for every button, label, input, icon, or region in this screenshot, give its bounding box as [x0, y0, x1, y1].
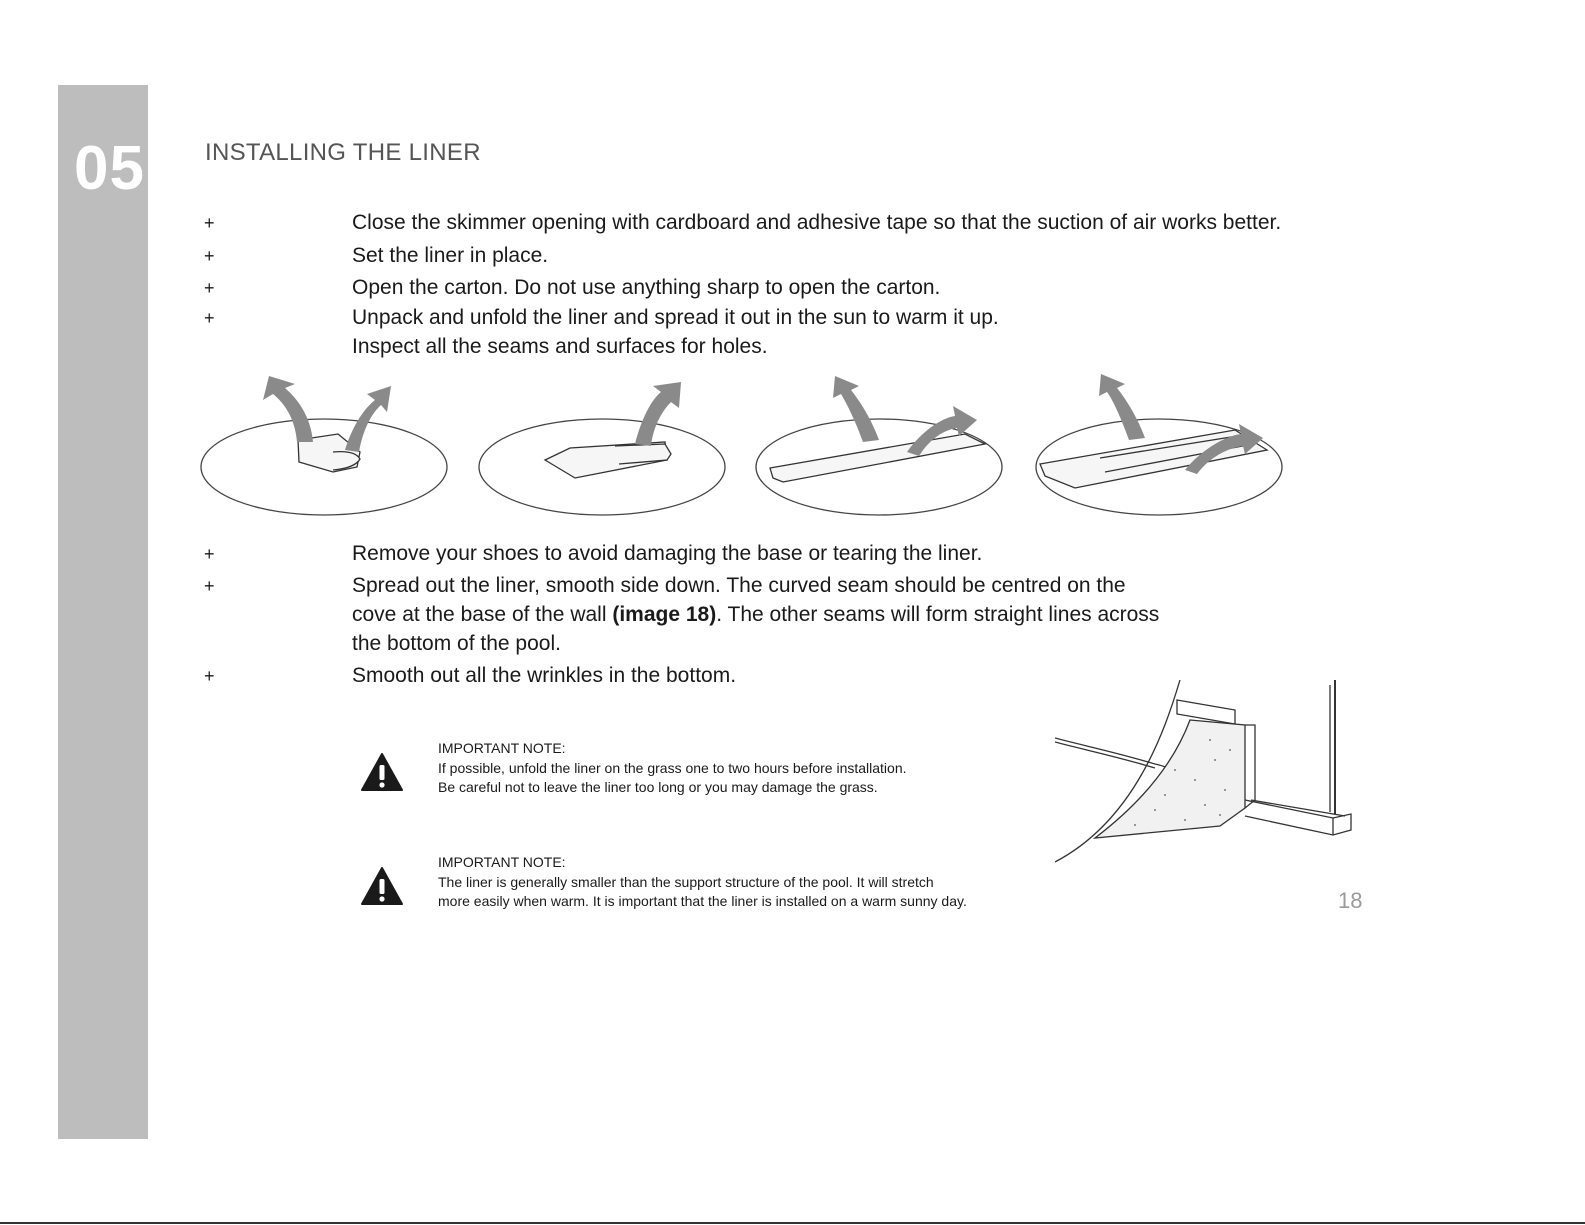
bullet: + — [204, 666, 215, 686]
illustration-2 — [479, 382, 725, 515]
step-text — [352, 603, 1159, 627]
note-line: If possible, unfold the liner on the grass one to two hours before installation. — [438, 759, 907, 776]
step-text-part: . The other seams will form straight lines across — [716, 603, 1160, 626]
bottom-rule — [0, 1222, 1585, 1224]
important-note-2 — [438, 853, 967, 912]
note-heading: IMPORTANT NOTE: — [438, 740, 566, 756]
step-text: Set the liner in place. — [352, 244, 549, 267]
note-line: Be careful not to leave the liner too long or you may damage the grass. — [438, 779, 878, 795]
chapter-number: 05 — [74, 134, 145, 203]
bullet: + — [204, 308, 215, 328]
bullet: + — [204, 576, 215, 596]
step-text: Remove your shoes to avoid damaging the base or tearing the liner. — [352, 542, 983, 565]
bullet: + — [204, 213, 215, 233]
note-line: The liner is generally smaller than the support structure of the pool. It will stretch — [438, 873, 934, 890]
bullet: + — [204, 544, 215, 564]
image-reference: (image 18) — [612, 603, 717, 626]
warning-icon — [360, 866, 404, 906]
step-text: the bottom of the pool. — [352, 632, 561, 655]
step-text: Inspect all the seams and surfaces for holes. — [352, 335, 768, 358]
note-heading: IMPORTANT NOTE: — [438, 854, 566, 870]
section-title: INSTALLING THE LINER — [205, 139, 481, 166]
illustration-3 — [756, 376, 1002, 515]
step-text: Close the skimmer opening with cardboard and adhesive tape so that the suction of air works better. — [352, 211, 1282, 234]
note-line: more easily when warm. It is important that the liner is installed on a warm sunny day. — [438, 893, 967, 909]
step-text: Spread out the liner, smooth side down. The curved seam should be centred on the — [352, 574, 1126, 597]
cove-illustration — [1055, 680, 1365, 880]
illustration-4 — [1036, 374, 1282, 515]
step-text: Unpack and unfold the liner and spread it out in the sun to warm it up. — [352, 306, 999, 329]
illustration-1 — [201, 376, 447, 515]
important-note-1 — [438, 739, 907, 798]
step-text: Open the carton. Do not use anything sharp to open the carton. — [352, 276, 941, 299]
chapter-sidebar — [58, 85, 148, 1139]
step-text: Smooth out all the wrinkles in the bottom. — [352, 664, 737, 687]
unfolding-illustrations — [195, 372, 1295, 522]
step-text-part: cove at the base of the wall — [352, 603, 613, 626]
bullet: + — [204, 246, 215, 266]
bullet: + — [204, 278, 215, 298]
warning-icon — [360, 752, 404, 792]
page-number: 18 — [1338, 888, 1363, 913]
